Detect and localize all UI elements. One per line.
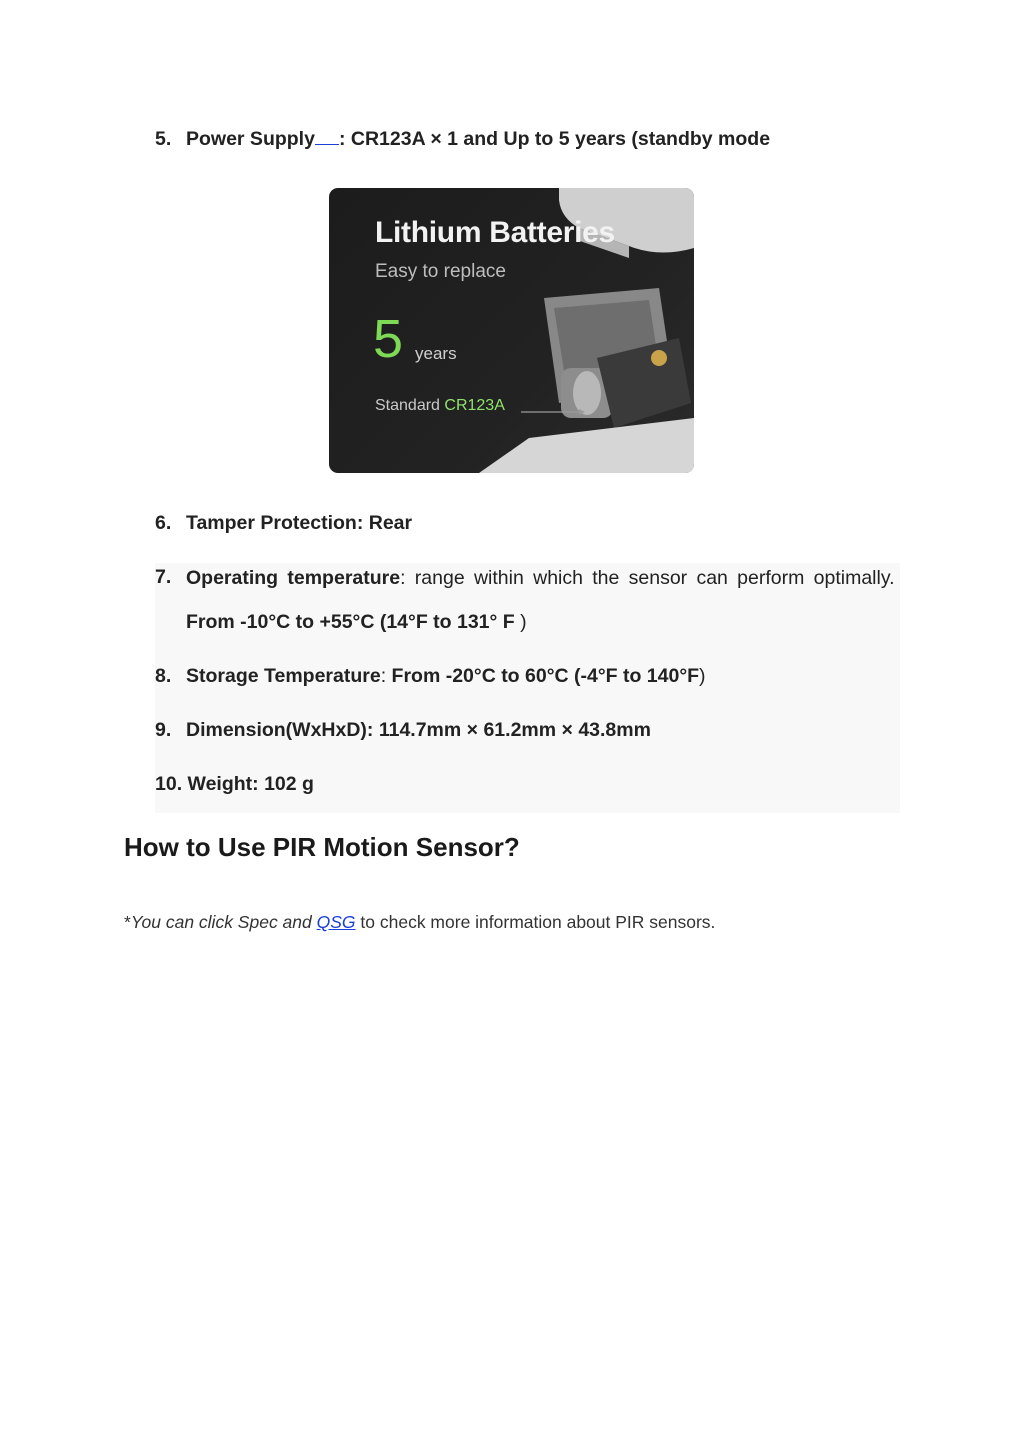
spec-label: Dimension(WxHxD): 114.7mm × 61.2mm × 43.8mm bbox=[186, 719, 651, 741]
banner-headline: Lithium Batteries bbox=[375, 216, 615, 249]
board-component bbox=[651, 350, 667, 366]
spec-label: Operating temperature bbox=[186, 567, 401, 589]
qsg-link[interactable]: QSG bbox=[316, 912, 356, 932]
info-note bbox=[124, 912, 715, 933]
standard-code: CR123A bbox=[444, 397, 505, 414]
spec-description: range within which the sensor can perform optimally. bbox=[405, 567, 895, 589]
spec-value: : CR123A × 1 and Up to 5 years (standby mode bbox=[338, 128, 771, 150]
spec-label bbox=[155, 773, 314, 795]
spec-item-storage-temperature bbox=[155, 662, 900, 690]
spec-item-power-supply bbox=[155, 125, 900, 153]
list-number: 5. bbox=[155, 128, 172, 150]
note-asterisk: * bbox=[124, 912, 131, 932]
spec-item-tamper-protection bbox=[155, 509, 900, 537]
list-number: 9. bbox=[155, 719, 172, 741]
spec-value: From -10°C to +55°C (14°F to 131° F bbox=[186, 611, 515, 633]
battery-end bbox=[573, 371, 601, 415]
spec-value: From -20°C to 60°C (-4°F to 140°F bbox=[386, 665, 700, 687]
note-rest: to check more information about PIR sensors. bbox=[355, 912, 716, 932]
list-number: 8. bbox=[155, 665, 172, 687]
banner-standard bbox=[375, 397, 505, 415]
spec-label: Storage Temperature bbox=[186, 665, 381, 687]
spec-item-operating-temperature bbox=[155, 556, 900, 644]
label-separator: : bbox=[400, 567, 406, 589]
section-heading: How to Use PIR Motion Sensor? bbox=[124, 832, 520, 862]
spec-label: Tamper Protection: Rear bbox=[186, 512, 413, 534]
spec-item-weight bbox=[155, 770, 900, 798]
label-separator: : bbox=[380, 665, 387, 687]
spec-label: Power Supply bbox=[186, 128, 315, 150]
spec-item-dimension bbox=[155, 716, 900, 744]
underline-blank bbox=[315, 126, 339, 145]
note-italic-text: You can click Spec and bbox=[130, 912, 317, 932]
banner-subtitle: Easy to replace bbox=[375, 261, 506, 282]
list-number: 6. bbox=[155, 512, 172, 534]
closing-paren: ) bbox=[699, 665, 706, 687]
banner-big-number: 5 bbox=[373, 309, 404, 369]
casing-bottom bbox=[479, 418, 694, 473]
list-number: 10. bbox=[155, 773, 183, 795]
weight-text: Weight: 102 g bbox=[187, 773, 314, 795]
list-number: 7. bbox=[155, 566, 172, 588]
banner-unit: years bbox=[415, 344, 457, 363]
closing-paren: ) bbox=[514, 611, 527, 633]
standard-prefix: Standard bbox=[375, 397, 445, 414]
lithium-batteries-image bbox=[329, 188, 694, 473]
